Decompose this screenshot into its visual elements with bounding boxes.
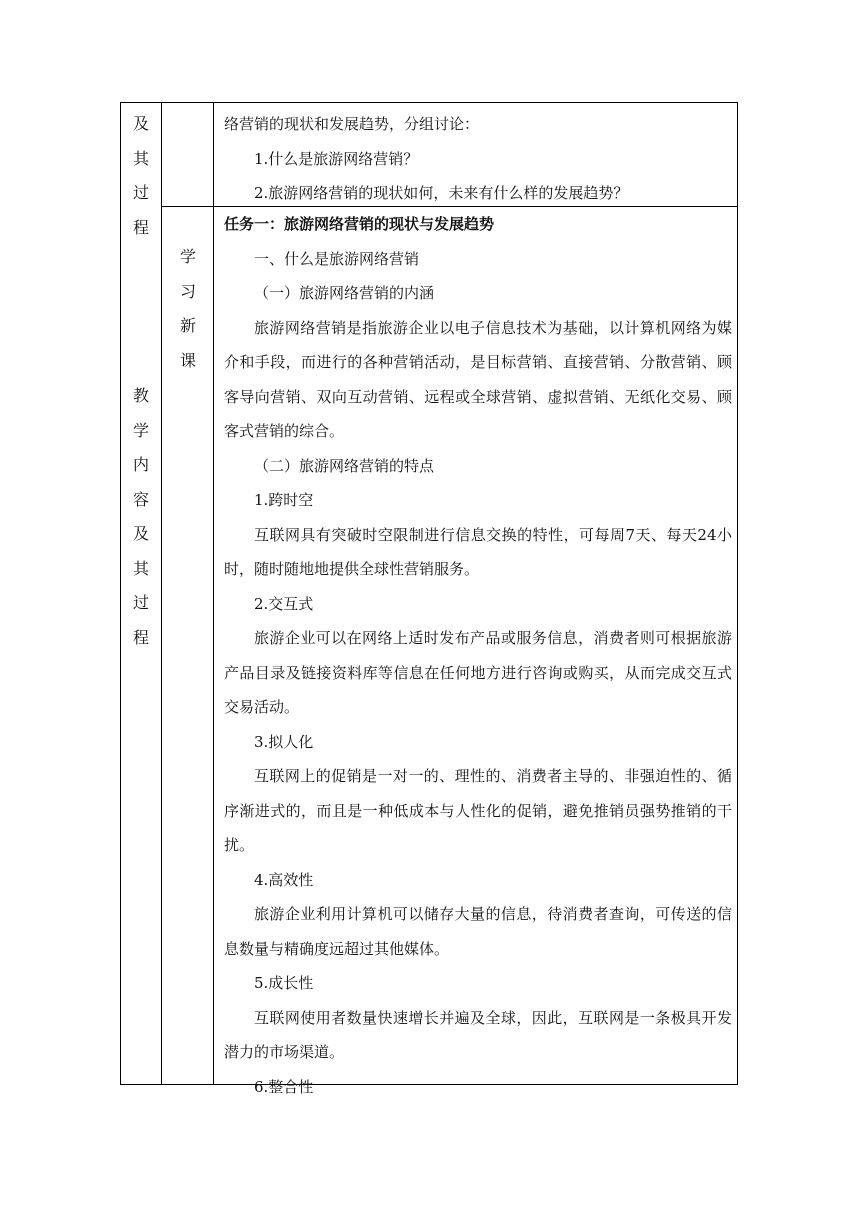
- feature-1-title: 1.跨时空: [254, 491, 314, 509]
- feature-4-text: 旅游企业利用计算机可以储存大量的信息，待消费者查询，可传送的信息数量与精确度远超过其他媒体。: [224, 905, 732, 958]
- main-section-content: [224, 207, 732, 1104]
- left-bottom-char: 程: [132, 627, 149, 647]
- second-col-char: 课: [179, 350, 196, 370]
- feature-1-text: 互联网具有突破时空限制进行信息交换的特性，可每周7天、每天24小时，随时随地地提供全球性营销服务。: [224, 525, 732, 578]
- left-bottom-char: 其: [132, 558, 149, 578]
- left-bottom-char: 学: [132, 420, 149, 440]
- second-col-char: 习: [179, 281, 196, 301]
- subheading-1: （一）旅游网络营销的内涵: [254, 284, 435, 302]
- question-2: 2.旅游网络营销的现状如何，未来有什么样的发展趋势？: [254, 184, 629, 202]
- lesson-plan-table: [120, 102, 738, 1096]
- second-col-char: 新: [179, 316, 196, 335]
- left-column-bottom-label: [121, 379, 161, 655]
- subheading-2: （二）旅游网络营销的特点: [254, 456, 435, 475]
- left-top-char: 程: [132, 217, 149, 237]
- paragraph-1: 旅游网络营销是指旅游企业以电子信息技术为基础，以计算机网络为媒介和手段，而进行的各种营销活动，是目标营销、直接营销、分散营销、顾客导向营销、双向互动营销、远程或全球营销、虚拟营销、无纸化交易、顾客式营销的综合。: [224, 318, 732, 440]
- feature-2-text: 旅游企业可以在网络上适时发布产品或服务信息，消费者则可根据旅游产品目录及链接资料库等信息在任何地方进行咨询或购买，从而完成交互式交易活动。: [224, 629, 732, 716]
- top-line: 络营销的现状和发展趋势，分组讨论：: [224, 115, 480, 133]
- feature-3-title: 3.拟人化: [254, 732, 314, 751]
- left-top-char: 其: [132, 148, 149, 168]
- feature-2-title: 2.交互式: [254, 594, 314, 613]
- heading-1: 一、什么是旅游网络营销: [254, 249, 420, 268]
- left-column-top-label: [121, 107, 161, 245]
- task-title: 任务一：旅游网络营销的现状与发展趋势: [224, 215, 495, 233]
- second-col-char: 学: [179, 247, 196, 266]
- left-bottom-char: 内: [132, 455, 149, 474]
- feature-6-title: 6.整合性: [254, 1077, 314, 1096]
- feature-3-text: 互联网上的促销是一对一的、理性的、消费者主导的、非强迫性的、循序渐进式的，而且是一种低成本与人性化的促销，避免推销员强势推销的干扰。: [224, 767, 732, 854]
- second-column-label: [162, 240, 214, 378]
- left-top-char: 过: [132, 183, 149, 202]
- left-bottom-char: 过: [132, 593, 149, 612]
- left-top-char: 及: [132, 114, 149, 133]
- left-bottom-char: 教: [132, 386, 149, 405]
- left-bottom-char: 及: [132, 524, 149, 543]
- feature-5-title: 5.成长性: [254, 974, 314, 992]
- feature-4-title: 4.高效性: [254, 870, 314, 889]
- question-1: 1.什么是旅游网络营销？: [254, 149, 419, 168]
- left-bottom-char: 容: [132, 489, 149, 509]
- top-section-content: [224, 107, 732, 211]
- feature-5-text: 互联网使用者数量快速增长并遍及全球，因此，互联网是一条极具开发潜力的市场渠道。: [224, 1008, 732, 1061]
